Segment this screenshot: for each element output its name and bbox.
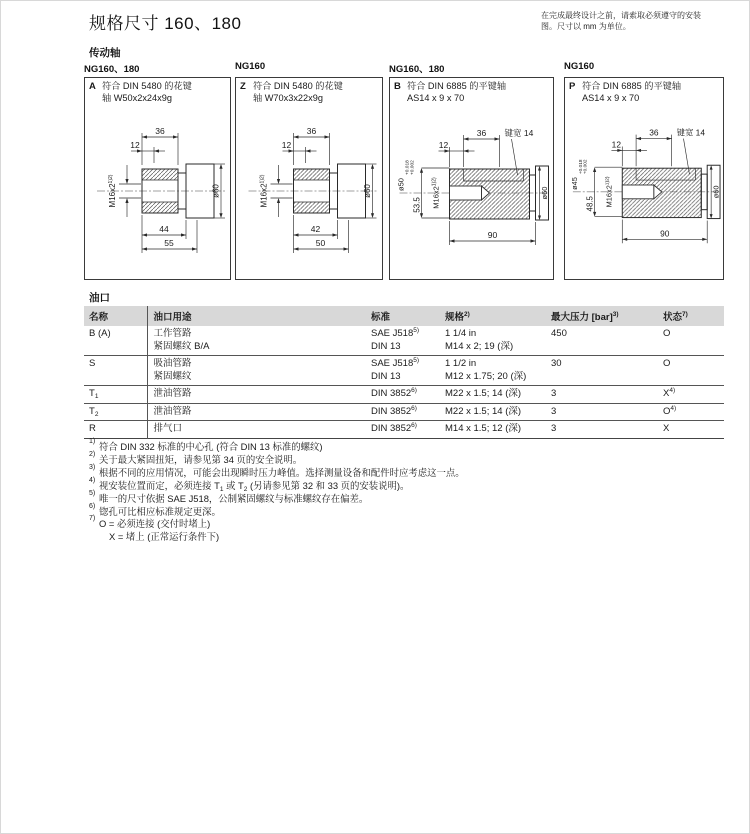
port-use: 工作管路 紧固螺纹 B/A [153,328,210,352]
footnote-1: 1) 符合 DIN 332 标准的中心孔 (符合 DIN 13 标准的螺纹) [89,438,323,452]
port-pressure: 3 [551,405,557,417]
port-pressure: 3 [551,423,557,434]
table-row-ba [84,326,724,356]
svg-text:键宽 14: 键宽 14 [504,128,534,138]
shaft-panel-a [84,61,231,280]
port-state: O [663,358,671,369]
svg-text:+0.018: +0.018 [405,160,411,175]
port-pressure: 3 [551,388,557,399]
svg-text:+0.002: +0.002 [410,160,416,175]
footnote-4: 4) 视安装位置而定，必须连接 $T_1$ 或 $T_2$ (另请参见第 32 和 33 页的安装说明)。 [89,476,410,493]
svg-text:ø60: ø60 [211,184,221,198]
svg-text:36: 36 [649,127,659,138]
footnote-7: 7) O = 必须连接 (交付时堵上) [89,515,211,530]
svg-text:ø50: ø50 [396,178,406,191]
port-standard: DIN 3852$^{6)}$ [371,404,417,417]
port-use: 吸油管路 紧固螺纹 [153,358,192,382]
port-spec: M22 x 1.5; 14 (深) [445,388,522,399]
svg-text:12: 12 [611,139,622,150]
note-line-1: 在完成最终设计之前，请索取必须遵守的安装 [541,11,701,20]
svg-text:42: 42 [310,224,321,234]
drive-shaft-heading: 传动轴 [89,47,121,59]
port-pressure: 30 [551,358,562,369]
table-row-s [84,356,724,386]
shaft-description: 符合 DIN 5480 的花键 轴 W70x3x22x9g [253,81,343,103]
ports-table [84,306,724,439]
shaft-drawing-spline-a [85,105,230,267]
shaft-panel-z [235,61,383,280]
svg-text:ø60: ø60 [363,184,372,198]
svg-text:12: 12 [130,140,140,150]
installation-note [541,11,726,32]
svg-text:55: 55 [164,238,174,248]
size-label: NG160 [235,61,266,72]
svg-text:M16x21)2): $M16x2^{1)2)}$ [604,176,614,208]
svg-text:48.5: 48.5 [585,196,595,212]
port-standard: SAE J518$^{5)}$ DIN 13 [371,357,420,382]
col-standard: 标准 [369,306,443,326]
svg-text:36: 36 [306,126,317,136]
col-use: 油口用途 [147,306,369,326]
svg-text:36: 36 [155,126,165,136]
size-label: NG160、180 [389,64,445,75]
shaft-drawing-key-p [565,105,723,267]
port-name: B (A) [84,326,147,356]
svg-text:+0.002: +0.002 [583,159,589,175]
svg-text:53.5: 53.5 [412,197,422,213]
col-pressure: 最大压力 [bar]$^{3)}$ [549,306,661,326]
port-use: 排气口 [153,423,183,434]
port-name: R [84,421,147,439]
shaft-description: 符合 DIN 5480 的花键 轴 W50x2x24x9g [102,81,192,103]
footnote-6: 6) 锪孔可比相应标准规定更深。 [89,502,221,517]
svg-text:ø45: ø45 [569,177,579,190]
svg-text:+0.018: +0.018 [578,159,584,175]
port-spec: 1 1/4 in M14 x 2; 19 (深) [445,328,514,352]
svg-text:M16x21)2): $M16x2^{1)2)}$ [108,174,117,208]
footnote-2: 2) 关于最大紧固扭矩，请参见第 34 页的安全说明。 [89,450,303,465]
size-label: NG160 [564,61,595,72]
col-name: 名称 [84,306,147,326]
size-label: NG160、180 [84,64,140,75]
svg-text:12: 12 [281,140,292,150]
port-standard: DIN 3852$^{6)}$ [371,387,417,399]
svg-text:50: 50 [315,238,326,248]
ports-header-row [84,306,724,326]
svg-text:12: 12 [438,140,449,150]
port-spec: M22 x 1.5; 14 (深) [445,405,522,417]
shaft-drawing-spline-z [236,105,382,267]
shaft-drawing-key-b [390,105,553,267]
svg-text:90: 90 [487,230,498,240]
shaft-code: A [89,81,96,92]
svg-text:ø60: ø60 [711,185,721,199]
port-spec: 1 1/2 in M12 x 1.75; 20 (深) [445,358,527,382]
svg-text:M16x21)2): $M16x2^{1)2)}$ [431,177,441,209]
footnote-7-line2: X = 堵上 (正常运行条件下) [109,531,220,543]
table-row-t1 [84,386,724,404]
port-state: $X^{4)}$ [663,387,676,399]
col-state: 状态$^{7)}$ [661,306,724,326]
shaft-panel-b [389,61,554,280]
svg-text:M16x21)2): $M16x2^{1)2)}$ [259,174,269,208]
port-use: 泄油管路 [153,405,192,417]
note-line-2: 图。尺寸以 mm 为单位。 [541,21,631,31]
port-name: $T_2$ [84,403,147,421]
page-title: 规格尺寸 160、180 [89,14,242,33]
shaft-code: B [394,81,401,92]
shaft-code: Z [240,81,246,92]
footnote-5: 5) 唯一的尺寸依据 SAE J518，公制紧固螺纹与标准螺纹存在偏差。 [89,489,369,504]
footnote-3: 3) 根据不同的应用情况，可能会出现瞬时压力峰值。选择测量设备和配件时应考虑这一点。 [89,463,465,478]
port-standard: DIN 3852$^{6)}$ [371,422,417,434]
port-standard: SAE J518$^{5)}$ DIN 13 [371,327,420,352]
port-pressure: 450 [551,328,567,339]
port-state: O [663,328,671,339]
shaft-code: P [569,81,576,92]
svg-text:36: 36 [476,128,487,138]
shaft-description: 符合 DIN 6885 的平键轴 AS14 x 9 x 70 [582,81,682,103]
shaft-panel-p [564,61,724,280]
svg-text:ø60: ø60 [540,186,549,200]
port-use: 泄油管路 [153,388,192,399]
port-state: X [663,423,670,434]
col-spec: 规格$^{2)}$ [443,306,549,326]
port-state: $O^{4)}$ [663,404,677,417]
svg-text:键宽 14: 键宽 14 [676,127,705,138]
svg-text:44: 44 [159,224,169,234]
port-name: S [84,356,147,386]
footnotes [89,438,709,544]
table-row-t2 [84,403,724,421]
port-name: $T_1$ [84,386,147,404]
shaft-description: 符合 DIN 6885 的平键轴 AS14 x 9 x 70 [407,81,507,103]
port-spec: M14 x 1.5; 12 (深) [445,423,522,434]
table-row-r [84,421,724,439]
ports-heading: 油口 [89,292,110,304]
svg-text:90: 90 [660,228,670,239]
